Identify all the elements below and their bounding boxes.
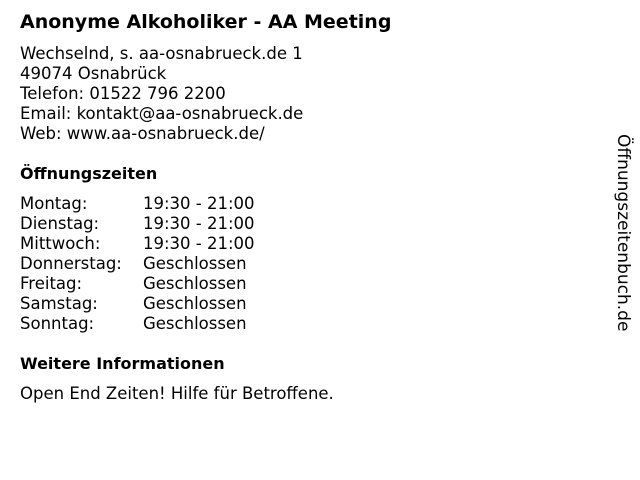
- side-brand-label: Öffnungszeitenbuch.de: [613, 134, 633, 332]
- hours-row-sunday: [20, 314, 320, 334]
- day-label: Dienstag:: [20, 214, 100, 233]
- hours-row-saturday: [20, 294, 320, 314]
- day-label: Montag:: [20, 194, 88, 213]
- more-info-text: Open End Zeiten! Hilfe für Betroffene.: [20, 384, 334, 403]
- hours-value: 19:30 - 21:00: [143, 194, 255, 213]
- hours-row-thursday: [20, 254, 320, 274]
- opening-hours-heading: Öffnungszeiten: [20, 164, 158, 183]
- hours-value: Geschlossen: [143, 314, 247, 333]
- day-label: Sonntag:: [20, 314, 95, 333]
- day-label: Mittwoch:: [20, 234, 101, 253]
- hours-value: Geschlossen: [143, 294, 247, 313]
- website-address: Web: www.aa-osnabrueck.de/: [20, 124, 265, 143]
- day-label: Freitag:: [20, 274, 83, 293]
- address-block: [20, 44, 303, 144]
- hours-value: 19:30 - 21:00: [143, 234, 255, 253]
- hours-value: Geschlossen: [143, 254, 247, 273]
- hours-value: Geschlossen: [143, 274, 247, 293]
- day-label: Samstag:: [20, 294, 98, 313]
- hours-row-wednesday: [20, 234, 320, 254]
- hours-value: 19:30 - 21:00: [143, 214, 255, 233]
- page-title: Anonyme Alkoholiker - AA Meeting: [20, 11, 392, 33]
- more-info-heading: Weitere Informationen: [20, 354, 225, 373]
- day-label: Donnerstag:: [20, 254, 122, 273]
- opening-hours-table: [20, 194, 320, 334]
- address-street: Wechselnd, s. aa-osnabrueck.de 1: [20, 44, 303, 63]
- hours-row-tuesday: [20, 214, 320, 234]
- hours-row-monday: [20, 194, 320, 214]
- address-city: 49074 Osnabrück: [20, 64, 167, 83]
- hours-row-friday: [20, 274, 320, 294]
- phone-number: Telefon: 01522 796 2200: [20, 84, 226, 103]
- email-address: Email: kontakt@aa-osnabrueck.de: [20, 104, 304, 123]
